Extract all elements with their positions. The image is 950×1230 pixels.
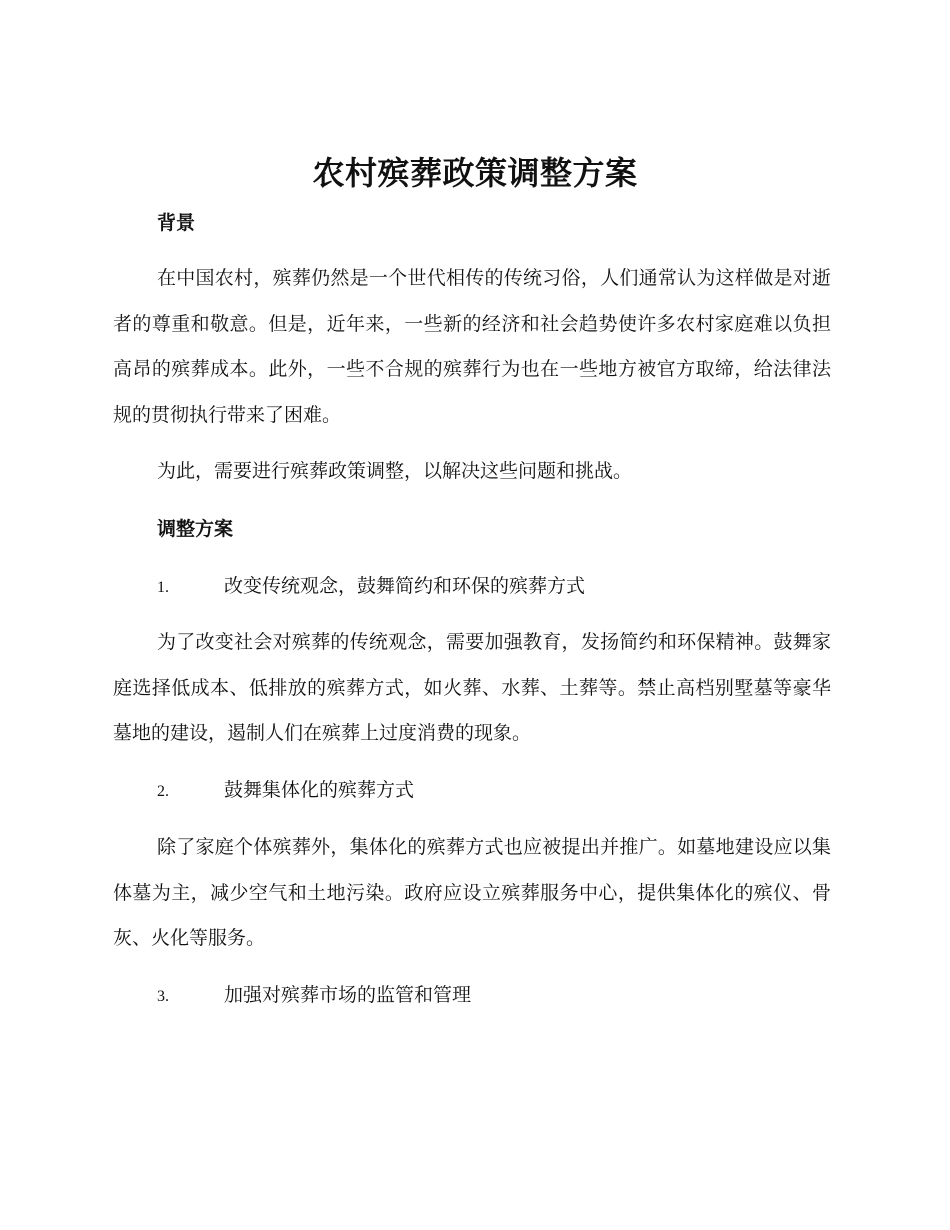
background-paragraph-2: 为此，需要进行殡葬政策调整，以解决这些问题和挑战。 — [157, 460, 633, 482]
plan-item-title: 加强对殡葬市场的监管和管理 — [224, 984, 472, 1006]
background-paragraph-1: 在中国农村，殡葬仍然是一个世代相传的传统习俗，人们通常认为这样做是对逝者的尊重和敬意。但是，近年来，一些新的经济和社会趋势使许多农村家庭难以负担高昂的殡葬成本。此外，一些不合规的殡葬行为也在一些地方被官方取缔，给法律法规的贯彻执行带来了困难。 — [113, 267, 831, 426]
section-heading-plan: 调整方案 — [157, 518, 234, 540]
section-heading-background: 背景 — [157, 212, 196, 234]
plan-item-2 — [157, 776, 857, 806]
plan-item-number: 3. — [157, 988, 169, 1005]
plan-item-number: 1. — [157, 579, 169, 596]
plan-item-1-paragraph: 为了改变社会对殡葬的传统观念，需要加强教育，发扬简约和环保精神。鼓舞家庭选择低成本、低排放的殡葬方式，如火葬、水葬、土葬等。禁止高档别墅墓等豪华墓地的建设，遏制人们在殡葬上过度消费的现象。 — [113, 631, 831, 744]
plan-item-number: 2. — [157, 783, 169, 800]
plan-item-2-paragraph: 除了家庭个体殡葬外，集体化的殡葬方式也应被提出并推广。如墓地建设应以集体墓为主，减少空气和土地污染。政府应设立殡葬服务中心，提供集体化的殡仪、骨灰、火化等服务。 — [113, 836, 831, 949]
plan-item-1 — [157, 572, 857, 602]
plan-item-3 — [157, 981, 857, 1011]
plan-item-title: 改变传统观念，鼓舞简约和环保的殡葬方式 — [224, 575, 586, 597]
plan-item-title: 鼓舞集体化的殡葬方式 — [224, 779, 415, 801]
document-title: 农村殡葬政策调整方案 — [312, 154, 638, 192]
